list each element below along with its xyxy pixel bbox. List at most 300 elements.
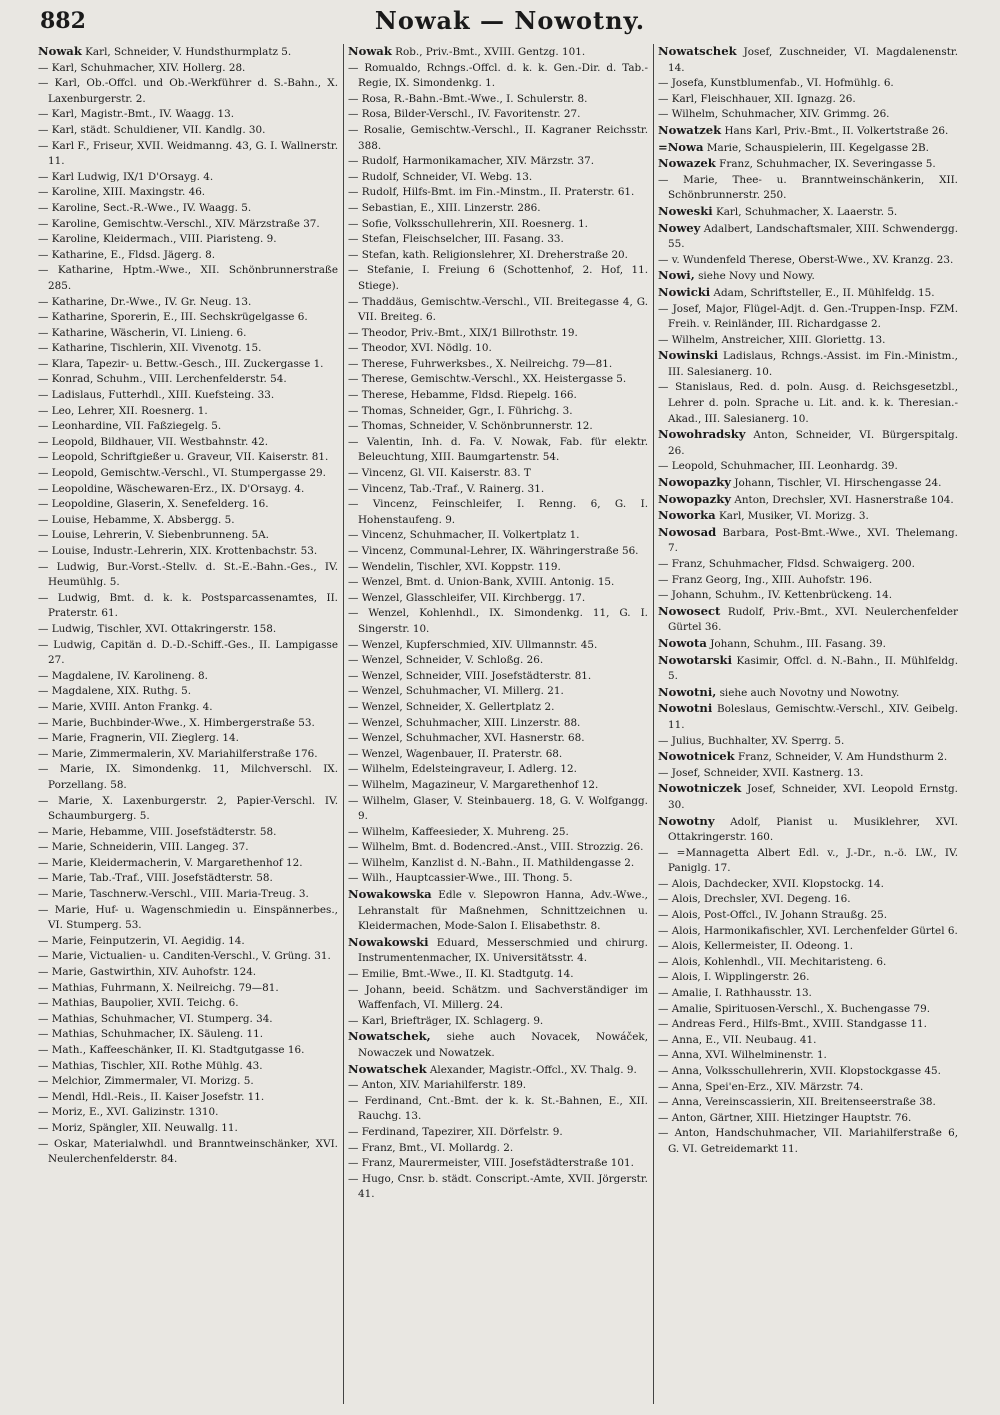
entry-text: — Marie, Zimmermalerin, XV. Mariahilferstraße 176.	[38, 747, 318, 760]
directory-entry	[658, 588, 958, 604]
directory-entry	[348, 887, 648, 935]
directory-entry	[658, 427, 958, 459]
entry-text: — Math., Kaffeeschänker, II. Kl. Stadtgutgasse 16.	[38, 1044, 305, 1056]
directory-entry	[348, 341, 648, 357]
entry-text: — Rosa, Bilder-Verschl., IV. Favoritenstr. 27.	[348, 108, 581, 121]
entry-text: — Leonhardine, VII. Faßziegelg. 5.	[38, 420, 222, 433]
entry-text: — Alois, Harmonikafischler, XVI. Lerchenfelder Gürtel 6.	[658, 924, 958, 937]
directory-entry	[348, 1141, 648, 1157]
directory-entry	[348, 295, 648, 326]
entry-text: — Anton, Handschuhmacher, VII. Mariahilferstraße 6, G. VI. Getreidemarkt 11.	[658, 1127, 958, 1155]
column-2	[348, 44, 648, 1412]
directory-entry	[658, 685, 958, 702]
entry-text: — Anna, E., VII. Neubaug. 41.	[658, 1033, 817, 1046]
entry-text: — Mathias, Schuhmacher, IX. Säuleng. 11.	[38, 1028, 264, 1041]
entry-text: siehe auch Novotny und Nowotny.	[719, 686, 900, 699]
directory-entry	[658, 557, 958, 573]
directory-entry	[38, 669, 338, 685]
directory-entry	[658, 204, 958, 221]
directory-entry	[38, 388, 338, 404]
entry-text: — Wilhelm, Anstreicher, XIII. Gloriettg. 13.	[658, 333, 886, 346]
entry-text: — Rosalie, Gemischtw.-Verschl., II. Kagraner Reichsstr. 388.	[348, 123, 648, 152]
entry-text: — Anna, XVI. Wilhelminenstr. 1.	[658, 1049, 827, 1062]
entry-text: — Leopold, Schuhmacher, III. Leonhardg. 39.	[658, 460, 898, 473]
directory-entry	[38, 856, 338, 872]
directory-entry	[348, 935, 648, 967]
entry-text: — Magdalene, XIX. Ruthg. 5.	[38, 685, 192, 698]
entry-text: — Theodor, Priv.-Bmt., XIX/1 Billrothstr. 19.	[348, 326, 578, 339]
entry-text: — Marie, Tab.-Traf., VIII. Josefstädterstr. 58.	[38, 872, 273, 885]
entry-text: Kasimir, Offcl. d. N.-Bahn., II. Mühlfeldg. 5.	[668, 654, 958, 683]
directory-entry	[348, 1125, 648, 1141]
entry-text: — Ferdinand, Cnt.-Bmt. der k. k. St.-Bahnen, E., XII. Rauchg. 13.	[348, 1094, 648, 1123]
entry-text: Anton, Drechsler, XVI. Hasnerstraße 104.	[734, 493, 954, 506]
directory-entry	[348, 794, 648, 825]
directory-entry	[658, 892, 958, 908]
directory-entry	[38, 295, 338, 311]
directory-entry	[348, 1078, 648, 1094]
directory-entry	[658, 525, 958, 557]
entry-text: — Mathias, Fuhrmann, X. Neilreichg. 79—81.	[38, 981, 279, 994]
entry-surname: Nowosect	[658, 603, 721, 618]
directory-entry	[348, 1014, 648, 1030]
directory-entry	[658, 908, 958, 924]
entry-text: — Alois, Dachdecker, XVII. Klopstockg. 14.	[658, 877, 884, 890]
directory-entry	[38, 638, 338, 669]
directory-entry	[38, 794, 338, 825]
entry-text: — Rosa, R.-Bahn.-Bmt.-Wwe., I. Schulerstr. 8.	[348, 92, 588, 105]
directory-entry	[658, 380, 958, 427]
entry-text: — Marie, Thee- u. Branntweinschänkerin, XII. Schönbrunnerstr. 250.	[658, 173, 958, 202]
directory-entry	[658, 173, 958, 204]
entry-text: — Katharine, Sporerin, E., III. Sechskrügelgasse 6.	[38, 311, 308, 324]
directory-entry	[38, 326, 338, 342]
entry-text: Alexander, Magistr.-Offcl., XV. Thalg. 9.	[429, 1063, 637, 1076]
directory-entry	[658, 1002, 958, 1018]
columns	[38, 44, 996, 1412]
entry-text: — Louise, Hebamme, X. Absbergg. 5.	[38, 513, 235, 526]
entry-text: — Rudolf, Harmonikamacher, XIV. Märzstr. 37.	[348, 155, 595, 168]
directory-entry	[658, 939, 958, 955]
column-3	[658, 44, 958, 1412]
entry-text: — Karoline, Sect.-R.-Wwe., IV. Waagg. 5.	[38, 201, 252, 214]
entry-text: — Wilhelm, Bmt. d. Bodencred.-Anst., VIII. Strozzig. 26.	[348, 841, 644, 854]
entry-text: — Katharine, Hptm.-Wwe., XII. Schönbrunnerstraße 285.	[38, 264, 338, 292]
entry-text: Ladislaus, Rchngs.-Assist. im Fin.-Ministm., III. Salesianerg. 10.	[668, 350, 958, 378]
entry-text: — Ferdinand, Tapezirer, XII. Dörfelstr. 9.	[348, 1125, 563, 1138]
entry-text: — Wilhelm, Kanzlist d. N.-Bahn., II. Mathildengasse 2.	[348, 856, 635, 869]
directory-entry	[658, 475, 958, 492]
entry-text: — Leopoldine, Wäschewaren-Erz., IX. D'Orsayg. 4.	[38, 482, 305, 495]
directory-entry	[348, 357, 648, 373]
entry-surname: Nowatschek,	[348, 1029, 431, 1044]
directory-entry	[38, 466, 338, 482]
entry-text: — Karoline, Gemischtw.-Verschl., XIV. Märzstraße 37.	[38, 217, 320, 230]
entry-text: — Leopoldine, Glaserin, X. Senefelderg. 16.	[38, 498, 269, 511]
entry-text: — Karoline, Kleidermach., VIII. Piaristeng. 9.	[38, 233, 277, 246]
directory-entry	[348, 1062, 648, 1079]
entry-text: — Wenzel, Schuhmacher, XIII. Linzerstr. 88.	[348, 716, 581, 729]
column-1	[38, 44, 338, 1412]
entry-text: Adalbert, Landschaftsmaler, XIII. Schwendergg. 55.	[668, 222, 958, 251]
directory-entry	[658, 653, 958, 685]
directory-entry	[348, 404, 648, 420]
directory-entry	[38, 185, 338, 201]
directory-entry	[38, 528, 338, 544]
directory-entry	[348, 528, 648, 544]
entry-text: — Alois, Drechsler, XVI. Degeng. 16.	[658, 893, 851, 906]
directory-entry	[38, 482, 338, 498]
directory-entry	[658, 1033, 958, 1049]
directory-entry	[38, 716, 338, 732]
entry-text: — Alois, Kellermeister, II. Odeong. 1.	[658, 940, 854, 953]
entry-text: — Marie, Hebamme, VIII. Josefstädterstr. 58.	[38, 825, 277, 838]
entry-surname: Noweski	[658, 203, 713, 218]
entry-surname: Nowicki	[658, 284, 711, 299]
directory-entry	[348, 466, 648, 482]
entry-text: — Wenzel, Kupferschmied, XIV. Ullmannstr. 45.	[348, 638, 598, 651]
directory-entry	[348, 388, 648, 404]
directory-entry	[38, 1137, 338, 1168]
directory-entry	[348, 560, 648, 576]
entry-text: — Vincenz, Feinschleifer, I. Renng. 6, G. I. Hohenstaufeng. 9.	[348, 498, 648, 526]
directory-entry	[38, 1027, 338, 1043]
entry-text: — Ludwig, Capitän d. D.-D.-Schiff.-Ges., II. Lampigasse 27.	[38, 638, 338, 667]
directory-entry	[658, 1048, 958, 1064]
entry-text: — Amalie, I. Rathhausstr. 13.	[658, 987, 812, 1000]
directory-entry	[348, 123, 648, 154]
directory-entry	[658, 986, 958, 1002]
entry-text: — Franz, Bmt., VI. Mollardg. 2.	[348, 1141, 514, 1154]
entry-text: — Wenzel, Bmt. d. Union-Bank, XVIII. Antonig. 15.	[348, 576, 615, 589]
entry-text: Josef, Zuschneider, VI. Magdalenenstr. 14.	[668, 46, 958, 74]
directory-entry	[348, 92, 648, 108]
entry-text: — Karl, Ob.-Offcl. und Ob.-Werkführer d. S.-Bahn., X. Laxenburgerstr. 2.	[38, 77, 338, 105]
directory-entry	[658, 285, 958, 302]
entry-text: — Emilie, Bmt.-Wwe., II. Kl. Stadtgutg. 14.	[348, 968, 574, 981]
entry-text: Franz, Schneider, V. Am Hundsthurm 2.	[738, 751, 948, 764]
directory-entry	[658, 846, 958, 877]
entry-text: — Marie, XVIII. Anton Frankg. 4.	[38, 700, 213, 713]
entry-text: — Johann, beeid. Schätzm. und Sachverständiger im Waffenfach, VI. Millerg. 24.	[348, 983, 648, 1012]
directory-entry	[658, 955, 958, 971]
entry-text: — Katharine, E., Fldsd. Jägerg. 8.	[38, 248, 216, 261]
directory-entry	[348, 107, 648, 123]
entry-text: — Marie, Schneiderin, VIII. Langeg. 37.	[38, 841, 249, 854]
entry-text: — Mathias, Schuhmacher, VI. Stumperg. 34.	[38, 1012, 273, 1025]
directory-entry	[38, 903, 338, 934]
directory-entry	[348, 263, 648, 294]
directory-entry	[658, 268, 958, 285]
directory-entry	[658, 573, 958, 589]
entry-text: — =Mannagetta Albert Edl. v., J.-Dr., n.-ö. LW., IV. Paniglg. 17.	[658, 846, 958, 875]
directory-entry	[38, 981, 338, 997]
directory-entry	[38, 871, 338, 887]
directory-entry	[38, 450, 338, 466]
entry-text: — Thomas, Schneider, Ggr., I. Führichg. 3.	[348, 404, 573, 417]
entry-text: — Thomas, Schneider, V. Schönbrunnerstr. 12.	[348, 420, 593, 433]
directory-entry	[38, 419, 338, 435]
entry-text: — Sofie, Volksschullehrerin, XII. Roesnerg. 1.	[348, 217, 588, 230]
entry-text: — Wendelin, Tischler, XVI. Koppstr. 119.	[348, 560, 561, 573]
directory-entry	[348, 669, 648, 685]
directory-entry	[658, 44, 958, 76]
directory-entry	[38, 232, 338, 248]
directory-entry	[658, 459, 958, 475]
directory-entry	[38, 700, 338, 716]
page-header	[40, 6, 980, 38]
directory-entry	[38, 263, 338, 294]
entry-text: — Melchior, Zimmermaler, VI. Morizg. 5.	[38, 1075, 254, 1088]
directory-entry	[38, 170, 338, 186]
entry-text: — Leopold, Bildhauer, VII. Westbahnstr. 42.	[38, 435, 269, 448]
entry-text: — Wilhelm, Glaser, V. Steinbauerg. 18, G. V. Wolfgangg. 9.	[348, 794, 648, 823]
entry-text: — Oskar, Materialwhdl. und Branntweinschänker, XVI. Neulerchenfelderstr. 84.	[38, 1137, 338, 1166]
directory-entry	[348, 248, 648, 264]
directory-entry	[38, 887, 338, 903]
entry-text: — Wenzel, Schneider, VIII. Josefstädterstr. 81.	[348, 669, 592, 682]
directory-entry	[348, 700, 648, 716]
entry-surname: Noworka	[658, 508, 716, 523]
entry-text: — Marie, Gastwirthin, XIV. Auhofstr. 124.	[38, 966, 257, 979]
entry-text: siehe auch Novacek, Nowáček, Nowaczek und Nowatzek.	[358, 1031, 648, 1059]
directory-entry	[38, 560, 338, 591]
entry-text: — Wenzel, Kohlenhdl., IX. Simondenkg. 11, G. I. Singerstr. 10.	[348, 607, 648, 635]
directory-entry	[348, 44, 648, 61]
directory-entry	[38, 248, 338, 264]
directory-entry	[348, 825, 648, 841]
entry-text: — Mathias, Tischler, XII. Rothe Mühlg. 43.	[38, 1059, 263, 1072]
directory-entry	[658, 508, 958, 525]
entry-text: — Wilhelm, Edelsteingraveur, I. Adlerg. 12.	[348, 763, 577, 776]
directory-entry	[38, 1121, 338, 1137]
entry-text: — Wilh., Hauptcassier-Wwe., III. Thong. 5.	[348, 872, 573, 885]
entry-text: — Andreas Ferd., Hilfs-Bmt., XVIII. Standgasse 11.	[658, 1018, 927, 1031]
entry-text: — Alois, Post-Offcl., IV. Johann Straußg. 25.	[658, 909, 888, 922]
entry-text: — Wilhelm, Kaffeesieder, X. Muhreng. 25.	[348, 825, 569, 838]
entry-text: — Mathias, Baupolier, XVII. Teichg. 6.	[38, 997, 239, 1010]
entry-text: — Marie, Fragnerin, VII. Zieglerg. 14.	[38, 732, 239, 745]
entry-text: — Stefanie, I. Freiung 6 (Schottenhof, 2. Hof, 11. Stiege).	[348, 264, 648, 292]
directory-entry	[658, 492, 958, 509]
directory-entry	[348, 435, 648, 466]
entry-surname: Nowotnicek	[658, 749, 735, 764]
entry-text: — Moriz, E., XVI. Galizinstr. 1310.	[38, 1106, 219, 1119]
entry-text: — Wenzel, Schuhmacher, XVI. Hasnerstr. 68.	[348, 732, 585, 745]
directory-entry	[658, 749, 958, 766]
entry-text: — v. Wundenfeld Therese, Oberst-Wwe., XV. Kranzg. 23.	[658, 253, 954, 266]
entry-text: — Katharine, Dr.-Wwe., IV. Gr. Neug. 13.	[38, 295, 252, 308]
directory-entry	[348, 372, 648, 388]
entry-text: — Stanislaus, Red. d. poln. Ausg. d. Reichsgesetzbl., Lehrer d. poln. Sprache u. Lit. and. k. k. Theresian.-Akad., III. Salesianerg. 10.	[658, 381, 958, 425]
directory-entry	[658, 1126, 958, 1157]
entry-text: — Franz Georg, Ing., XIII. Auhofstr. 196.	[658, 573, 873, 586]
entry-text: — Josef, Major, Flügel-Adjt. d. Gen.-Truppen-Insp. FZM. Freih. v. Reinländer, III. Richardgasse 2.	[658, 302, 958, 331]
entry-text: — Wilhelm, Magazineur, V. Margarethenhof 12.	[348, 778, 599, 791]
entry-text: Franz, Schuhmacher, IX. Severingasse 5.	[719, 158, 936, 171]
entry-text: — Anna, Vereinscassierin, XII. Breitenseerstraße 38.	[658, 1096, 936, 1109]
entry-text: Rudolf, Priv.-Bmt., XVI. Neulerchenfelder Gürtel 36.	[668, 605, 958, 634]
directory-entry	[348, 967, 648, 983]
entry-text: — Louise, Industr.-Lehrerin, XIX. Krottenbachstr. 53.	[38, 545, 318, 557]
directory-entry	[348, 1172, 648, 1203]
entry-text: — Wilhelm, Schuhmacher, XIV. Grimmg. 26.	[658, 108, 890, 121]
entry-text: — Marie, X. Laxenburgerstr. 2, Papier-Verschl. IV. Schaumburgerg. 5.	[38, 794, 338, 823]
entry-text: — Vincenz, Tab.-Traf., V. Rainerg. 31.	[348, 482, 545, 495]
directory-entry	[38, 497, 338, 513]
directory-entry	[348, 419, 648, 435]
entry-text: — Anton, Gärtner, XIII. Hietzinger Hauptstr. 76.	[658, 1111, 912, 1124]
entry-text: — Marie, Taschnerw.-Verschl., VIII. Maria-Treug. 3.	[38, 888, 309, 901]
directory-entry	[38, 825, 338, 841]
directory-entry	[348, 983, 648, 1014]
entry-surname: Nowak	[38, 44, 82, 58]
directory-entry	[38, 357, 338, 373]
directory-entry	[658, 1111, 958, 1127]
entry-text: — Therese, Hebamme, Fldsd. Riepelg. 166.	[348, 389, 577, 402]
entry-text: — Marie, Feinputzerin, VI. Aegidig. 14.	[38, 934, 245, 947]
entry-text: — Thaddäus, Gemischtw.-Verschl., VII. Breitegasse 4, G. VII. Breiteg. 6.	[348, 295, 648, 324]
entry-text: — Katharine, Tischlerin, XII. Vivenotg. 15.	[38, 342, 262, 355]
directory-entry	[658, 107, 958, 123]
entry-text: — Therese, Fuhrwerksbes., X. Neilreichg. 79—81.	[348, 357, 613, 370]
directory-entry	[658, 1080, 958, 1096]
directory-entry	[38, 934, 338, 950]
directory-entry	[348, 606, 648, 637]
entry-text: Karl, Musiker, VI. Morizg. 3.	[719, 510, 869, 523]
directory-entry	[38, 107, 338, 123]
entry-surname: Nowakowska	[348, 887, 432, 902]
entry-surname: Nowotniczek	[658, 781, 742, 796]
directory-entry	[38, 1012, 338, 1028]
directory-entry	[348, 217, 648, 233]
directory-entry	[348, 61, 648, 92]
directory-entry	[38, 762, 338, 793]
entry-text: — Ludwig, Bur.-Vorst.-Stellv. d. St.-E.-Bahn.-Ges., IV. Heumühlg. 5.	[38, 560, 338, 589]
directory-entry	[658, 302, 958, 333]
directory-entry	[348, 1156, 648, 1172]
directory-entry	[38, 435, 338, 451]
directory-entry	[658, 348, 958, 380]
directory-entry	[348, 591, 648, 607]
directory-entry	[38, 965, 338, 981]
directory-entry	[348, 201, 648, 217]
directory-entry	[658, 636, 958, 653]
entry-text: — Anton, XIV. Mariahilferstr. 189.	[348, 1079, 527, 1092]
running-title: Nowak — Nowotny.	[374, 6, 646, 35]
directory-entry	[38, 1074, 338, 1090]
entry-surname: Nowey	[658, 220, 701, 235]
entry-text: Eduard, Messerschmied und chirurg. Instrumentenmacher, IX. Universitätsstr. 4.	[358, 936, 648, 965]
directory-entry	[348, 638, 648, 654]
directory-entry	[348, 871, 648, 887]
entry-text: — Leopold, Schriftgießer u. Graveur, VII. Kaiserstr. 81.	[38, 451, 329, 464]
page-number: 882	[40, 8, 86, 34]
directory-entry	[658, 156, 958, 173]
entry-text: Anton, Schneider, VI. Bürgerspitalg. 26.	[668, 429, 958, 457]
entry-text: — Anna, Volksschullehrerin, XVII. Klopstockgasse 45.	[658, 1065, 941, 1077]
entry-text: — Rudolf, Schneider, VI. Webg. 13.	[348, 170, 533, 183]
directory-entry	[658, 970, 958, 986]
entry-text: — Leopold, Gemischtw.-Verschl., VI. Stumpergasse 29.	[38, 467, 326, 480]
entry-text: — Wenzel, Wagenbauer, II. Praterstr. 68.	[348, 747, 563, 760]
entry-surname: Nowatzek	[658, 122, 722, 137]
directory-entry	[658, 877, 958, 893]
entry-text: — Karl F., Friseur, XVII. Weidmanng. 43, G. I. Wallnerstr. 11.	[38, 139, 338, 168]
entry-surname: Nowotni	[658, 701, 713, 716]
directory-entry	[348, 716, 648, 732]
entry-surname: Nowatschek	[658, 44, 737, 58]
entry-text: — Vincenz, Communal-Lehrer, IX. Währingerstraße 56.	[348, 545, 639, 557]
entry-text: — Wenzel, Schuhmacher, VI. Millerg. 21.	[348, 685, 564, 698]
entry-text: — Josef, Schneider, XVII. Kastnerg. 13.	[658, 766, 864, 779]
entry-text: — Marie, Victualien- u. Canditen-Verschl., V. Grüng. 31.	[38, 950, 331, 963]
entry-text: — Ludwig, Tischler, XVI. Ottakringerstr. 158.	[38, 622, 277, 635]
entry-text: — Alois, Kohlenhdl., VII. Mechitaristeng. 6.	[658, 955, 887, 968]
directory-entry	[38, 747, 338, 763]
directory-entry	[348, 1094, 648, 1125]
directory-entry	[658, 924, 958, 940]
entry-surname: Nowota	[658, 635, 707, 650]
entry-text: — Karl Ludwig, IX/1 D'Orsayg. 4.	[38, 170, 214, 183]
entry-text: — Karl, Fleischhauer, XII. Ignazg. 26.	[658, 92, 856, 105]
entry-text: Josef, Schneider, XVI. Leopold Ernstg. 30.	[668, 783, 958, 811]
entry-surname: Nowotni,	[658, 684, 717, 699]
directory-entry	[658, 123, 958, 140]
directory-entry	[38, 341, 338, 357]
directory-entry	[348, 544, 648, 560]
directory-entry	[348, 170, 648, 186]
entry-surname: Nowopazky	[658, 475, 732, 490]
directory-entry	[38, 513, 338, 529]
entry-text: Marie, Schauspielerin, III. Kegelgasse 2B.	[706, 141, 929, 154]
directory-entry	[348, 497, 648, 528]
entry-text: — Wenzel, Glasschleifer, VII. Kirchbergg. 17.	[348, 591, 586, 604]
directory-entry	[38, 44, 338, 61]
entry-text: — Karl, städt. Schuldiener, VII. Kandlg. 30.	[38, 123, 266, 136]
entry-surname: Nowi,	[658, 268, 695, 283]
directory-entry	[38, 1059, 338, 1075]
entry-text: siehe Novy und Nowy.	[698, 270, 815, 283]
directory-entry	[348, 653, 648, 669]
directory-entry	[38, 201, 338, 217]
entry-text: — Vincenz, Schuhmacher, II. Volkertplatz 1.	[348, 529, 580, 542]
directory-entry	[38, 372, 338, 388]
entry-text: — Karl, Magistr.-Bmt., IV. Waagg. 13.	[38, 108, 235, 121]
directory-entry	[658, 1017, 958, 1033]
entry-text: — Alois, I. Wipplingerstr. 26.	[658, 971, 810, 984]
directory-entry	[658, 814, 958, 846]
entry-surname: Nowakowski	[348, 934, 429, 949]
directory-entry	[38, 76, 338, 107]
directory-entry	[38, 544, 338, 560]
directory-entry	[658, 76, 958, 92]
directory-entry	[38, 591, 338, 622]
directory-entry	[658, 221, 958, 253]
directory-entry	[348, 154, 648, 170]
entry-text: — Mendl, Hdl.-Reis., II. Kaiser Josefstr. 11.	[38, 1090, 265, 1103]
entry-text: — Amalie, Spirituosen-Verschl., X. Buchengasse 79.	[658, 1002, 930, 1015]
entry-surname: Nowak	[348, 44, 392, 58]
entry-text: Johann, Tischler, VI. Hirschengasse 24.	[734, 477, 942, 490]
entry-text: Karl, Schneider, V. Hundsthurmplatz 5.	[85, 46, 292, 58]
entry-text: Edle v. Slepowron Hanna, Adv.-Wwe., Lehranstalt für Maßnehmen, Schnittzeichnen u. Kleidermachen, Mode-Salon I. Elisabethstr. 8.	[358, 889, 648, 933]
entry-text: — Sebastian, E., XIII. Linzerstr. 286.	[348, 201, 541, 214]
directory-entry	[658, 92, 958, 108]
entry-text: Hans Karl, Priv.-Bmt., II. Volkertstraße 26.	[724, 124, 949, 137]
entry-surname: Nowopazky	[658, 491, 732, 506]
entry-text: — Louise, Lehrerin, V. Siebenbrunneng. 5A.	[38, 529, 269, 542]
